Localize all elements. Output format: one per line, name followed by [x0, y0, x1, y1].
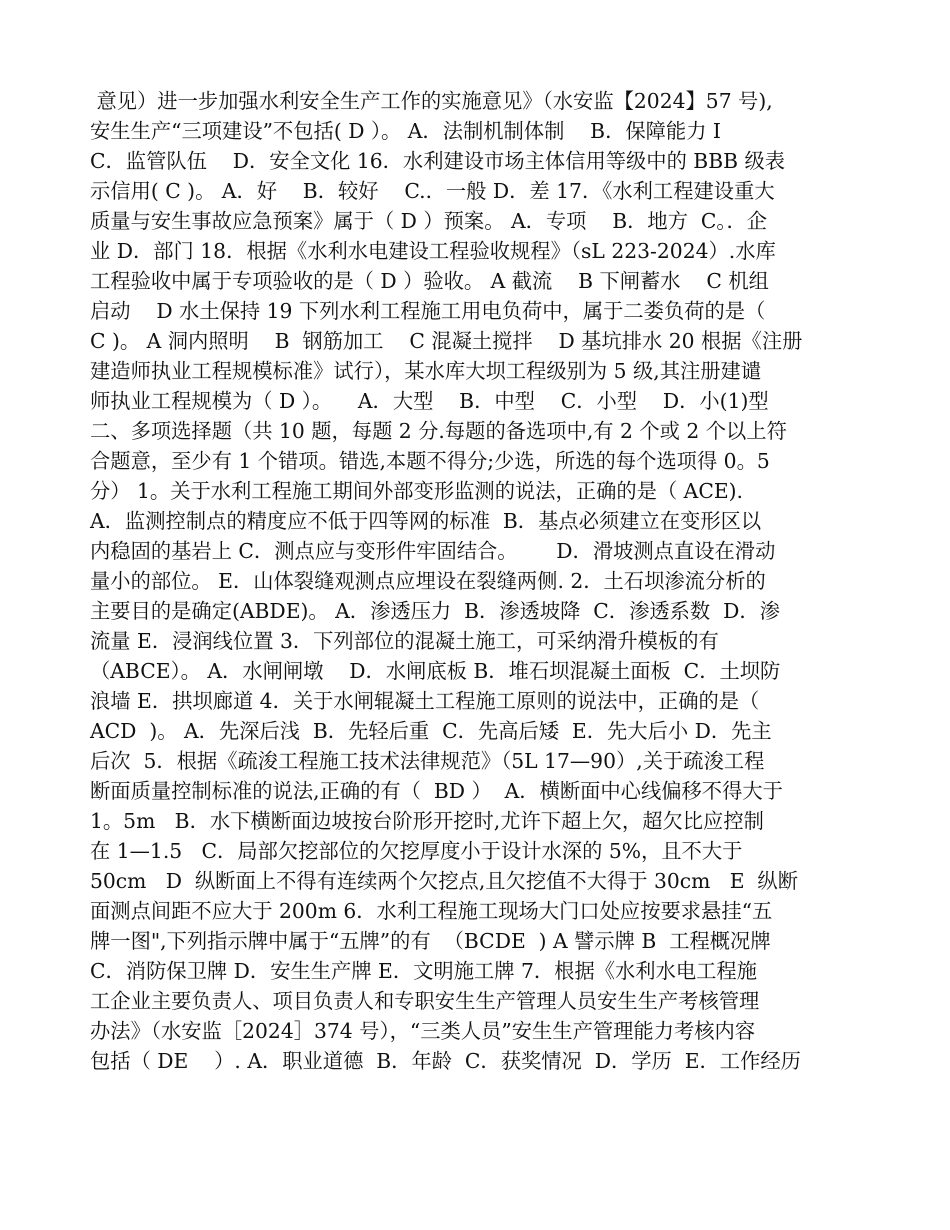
text-line: 办法》（水安监［2024］374 号），“三类人员”安生生产管理能力考核内容	[90, 1019, 756, 1043]
text-line: 在 1—1.5 C．局部欠挖部位的欠挖厚度小于设计水深的 5%，且不大于	[90, 839, 743, 863]
text-line: 安生生产“三项建设”不包括( D ）。 A．法制机制体制 B．保障能力 I	[90, 119, 721, 143]
text-line: 1。5m B．水下横断面边坡按台阶形开挖时,尤许下超上欠，超欠比应控制	[90, 809, 764, 833]
text-line: 后次 5．根据《疏浚工程施工技术法律规范》（5L 17—90）,关于疏浚工程	[90, 749, 765, 773]
text-line: 意见）进一步加强水利安全生产工作的实施意见》（水安监【2024】57 号),	[90, 89, 773, 113]
text-line: 面测点间距不应大于 200m 6．水利工程施工现场大门口处应按要求悬挂“五	[90, 899, 773, 923]
text-line: 分） 1。关于水利工程施工期间外部变形监测的说法，正确的是（ ACE).	[90, 479, 744, 503]
text-line: 包括（ DE ）. A．职业道德 B．年龄 C．获奖情况 D．学历 E．工作经历	[90, 1049, 801, 1073]
text-line: 质量与安生事故应急预案》属于（ D ）预案。 A．专项 B．地方 C。．企	[90, 209, 768, 233]
text-line: 内稳固的基岩上 C．测点应与变形件牢固结合。 D．滑坡测点直设在滑动	[90, 539, 776, 563]
text-line: 工程验收中属于专项验收的是（ D ）验收。 A 截流 B 下闸蓄水 C 机组	[90, 269, 769, 293]
text-line: C．消防保卫牌 D．安生生产牌 E．文明施工牌 7．根据《水利水电工程施	[90, 959, 757, 983]
text-line: 工企业主要负责人、项目负责人和专职安生生产管理人员安生生产考核管理	[90, 989, 760, 1013]
text-line: C．监管队伍 D．安全文化 16．水利建设市场主体信用等级中的 BBB 级表	[90, 149, 786, 173]
text-line: ACD )。 A．先深后浅 B．先轻后重 C．先高后矮 E．先大后小 D．先主	[90, 719, 772, 743]
text-line: 流量 E．浸润线位置 3．下列部位的混凝土施工，可采纳滑升模板的有	[90, 629, 719, 653]
text-line: 主要目的是确定(ABDE)。 A．渗透压力 B．渗透坡降 C．渗透系数 D．渗	[90, 599, 780, 623]
text-line: C )。 A 洞内照明 B 钢筋加工 C 混凝土搅拌 D 基坑排水 20 根据《注册	[90, 329, 803, 353]
text-line: 启动 D 水土保持 19 下列水利工程施工用电负荷中，属于二娄负荷的是（	[90, 299, 766, 323]
text-line: 浪墙 E．拱坝廊道 4．关于水闸辊凝土工程施工原则的说法中，正确的是（	[90, 689, 760, 713]
text-line: 合题意，至少有 1 个错项。错选,本题不得分;少选，所选的每个选项得 0。5	[90, 449, 770, 473]
text-line: 建造师执业工程规模标准》试行），某水库大坝工程级别为 5 级,其注册建谴	[90, 359, 762, 383]
text-line: 师执业工程规模为（ D ）。 A．大型 B．中型 C．小型 D．小(1)型	[90, 389, 769, 413]
text-line: （ABCE）。 A．水闸闸墩 D．水闸底板 B．堆石坝混凝土面板 C．土坝防	[90, 659, 781, 683]
text-line: 量小的部位。 E．山体裂缝观测点应埋设在裂缝两侧. 2．土石坝渗流分析的	[90, 569, 766, 593]
text-line: 示信用( C )。 A．好 B．较好 C.．一般 D．差 17．《水利工程建设重大	[90, 179, 775, 203]
text-line: 50cm D 纵断面上不得有连续两个欠挖点,且欠挖值不大得于 30cm E 纵断	[90, 869, 798, 893]
text-line: 断面质量控制标准的说法,正确的有（ BD ） A．横断面中心线偏移不得大于	[90, 779, 783, 803]
text-line: 业 D．部门 18．根据《水利水电建设工程验收规程》（sL 223-2024）.水库	[90, 239, 776, 263]
text-line: 牌一图",下列指示牌中属于“五牌”的有 （BCDE ) A 譬示牌 B 工程概况牌	[90, 929, 771, 953]
text-line: 二、多项选择题（共 10 题，每题 2 分.每题的备选项中,有 2 个或 2 个以上符	[90, 419, 787, 443]
document-body-text	[90, 86, 870, 1076]
text-line: A．监测控制点的精度应不低于四等网的标准 B．基点必须建立在变形区以	[90, 509, 762, 533]
